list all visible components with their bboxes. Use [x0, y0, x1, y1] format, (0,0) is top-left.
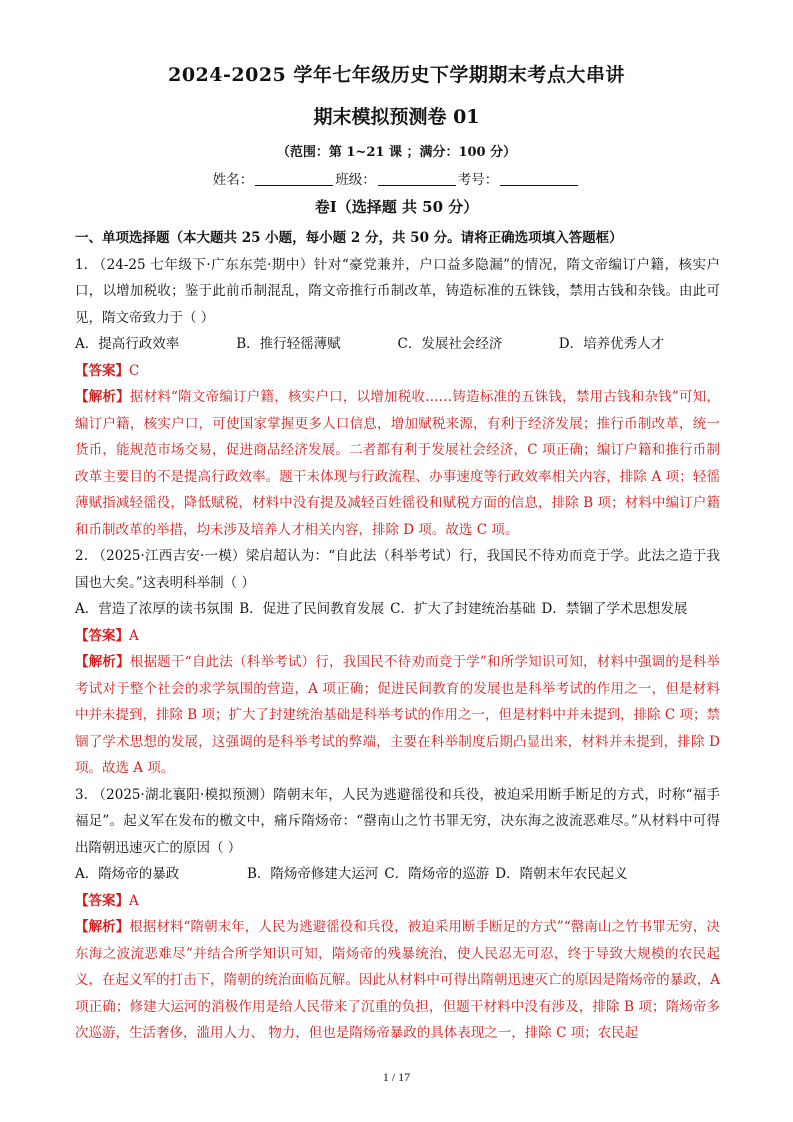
class-blank [378, 171, 456, 186]
option-b: B．隋炀帝修建大运河 [247, 866, 379, 882]
analysis-block [75, 649, 720, 782]
analysis-text: 根据材料“隋朝末年，人民为逃避徭役和兵役，被迫采用断手断足的方式”“罄南山之竹书罪无穷，决东海之波流恶难尽”并结合所学知识可知，隋炀帝的残暴统治，使人民忍无可忍，终于导致大规模的农民起义，在起义军的打击下，隋朝的统治面临瓦解。因此从材料中可得出隋朝迅速灭亡的原因是隋炀帝的暴政，A 项正确；修建大运河的消极作用是给人民带来了沉重的负担，但题干材料中没有涉及，排除 B 项；隋炀帝多次巡游，生活奢侈，滥用人力、 物力，但也是隋炀帝暴政的具体表现之一，排除 C 项；农民起 [75, 919, 720, 1041]
option-d: D．禁锢了学术思想发展 [541, 601, 688, 617]
analysis-block [75, 384, 720, 543]
part-title: 一、单项选择题（本大题共 25 小题，每小题 2 分，共 50 分。请将正确选项填入答题框） [75, 230, 623, 246]
answer-value: C [129, 362, 140, 379]
name-blank [255, 171, 333, 186]
analysis-label: 【解析】 [75, 919, 130, 935]
exam-no-blank [500, 171, 578, 186]
option-a: A．隋炀帝的暴政 [75, 866, 180, 882]
exam-subtitle: 期末模拟预测卷 01 [313, 106, 480, 128]
class-label: 班级： [335, 172, 376, 188]
analysis-block [75, 914, 720, 1047]
exam-range: （范围：第 1~21 课 ；满分：100 分） [276, 145, 517, 160]
option-c: C．隋炀帝的巡游 [384, 866, 490, 882]
analysis-label: 【解析】 [75, 389, 130, 405]
answer-label: 【答案】 [75, 627, 129, 644]
page-number: 1 / 17 [382, 1070, 411, 1084]
option-a: A．营造了浓厚的读书氛围 [75, 601, 234, 617]
section-title: 卷I（选择题 共 50 分） [314, 198, 479, 216]
option-a: A．提高行政效率 [75, 336, 180, 352]
answer-line [75, 358, 720, 385]
question-stem: 3. （2025·湖北襄阳·模拟预测）隋朝末年，人民为逃避徭役和兵役，被迫采用断手断足的方式，时称“福手福足”。起义军在发布的檄文中，痛斥隋炀帝：“罄南山之竹书罪无穷，决东海之波流恶难尽。”从材料中可得出隋朝迅速灭亡的原因（ ） [75, 786, 720, 856]
answer-value: A [129, 627, 139, 644]
exam-no-label: 考号： [457, 172, 499, 188]
option-d: D．培养优秀人才 [558, 336, 665, 352]
question-content [75, 225, 720, 1047]
question-stem: 1. （24-25 七年级下·广东东莞·期中）针对“豪党兼并，户口益多隐漏”的情况，隋文帝编订户籍，核实户口，以增加税收；鉴于此前币制混乱，隋文帝推行币制改革，铸造标准的五铢钱，禁用古钱和杂钱。由此可见，隋文帝致力于（ ） [75, 256, 720, 326]
option-b: B．促进了民间教育发展 [239, 601, 385, 617]
option-list [75, 861, 720, 888]
option-list [75, 596, 720, 623]
answer-line [75, 888, 720, 915]
option-d: D．隋朝末年农民起义 [495, 866, 628, 882]
analysis-text: 根据题干“自此法（科举考试）行，我国民不待劝而竞于学”和所学知识可知，材料中强调的是科举考试对于整个社会的求学氛围的营造，A 项正确；促进民间教育的发展也是科举考试的作用之一，但是材料中并未提到，排除 B 项；扩大了封建统治基础是科举考试的作用之一，但是材料中并未提到，排除 C 项；禁锢了学术思想的发展，这强调的是科举考试的弊端，主要在科举制度后期凸显出来，材料并未提到，排除 D 项。故选 A 项。 [75, 654, 720, 776]
option-c: C．发展社会经济 [397, 336, 503, 352]
answer-label: 【答案】 [75, 362, 129, 379]
student-info-fields [0, 168, 793, 188]
exam-title: 2024-2025 学年七年级历史下学期期末考点大串讲 [168, 64, 625, 86]
question-stem: 2. （2025·江西吉安·一模）梁启超认为：“自此法（科举考试）行，我国民不待劝而竞于学。此法之造于我国也大矣。”这表明科举制（ ） [75, 548, 720, 591]
analysis-text: 据材料“隋文帝编订户籍，核实户口，以增加税收……铸造标准的五铢钱，禁用古钱和杂钱”可知，编订户籍，核实户口，可使国家掌握更多人口信息，增加赋税来源，有利于经济发展；推行币制改革，统一货币，能规范市场交易，促进商品经济发展。二者都有利于发展社会经济，C 项正确；编订户籍和推行币制改革主要目的不是提高行政效率。题干未体现与行政流程、办事速度等行政效率相关内容，排除 A 项；轻徭薄赋指减轻徭役，降低赋税，材料中没有提及减轻百姓徭役和赋税方面的信息，排除 B 项；材料中编订户籍和币制改革的举措，均未涉及培养人才相关内容，排除 D 项。故选 C 项。 [75, 389, 720, 538]
name-label: 姓名： [212, 172, 254, 188]
option-b: B．推行轻徭薄赋 [236, 336, 341, 352]
analysis-label: 【解析】 [75, 654, 130, 670]
answer-value: A [129, 892, 139, 909]
option-c: C．扩大了封建统治基础 [390, 601, 536, 617]
option-list [75, 331, 720, 358]
answer-label: 【答案】 [75, 892, 129, 909]
answer-line [75, 623, 720, 650]
